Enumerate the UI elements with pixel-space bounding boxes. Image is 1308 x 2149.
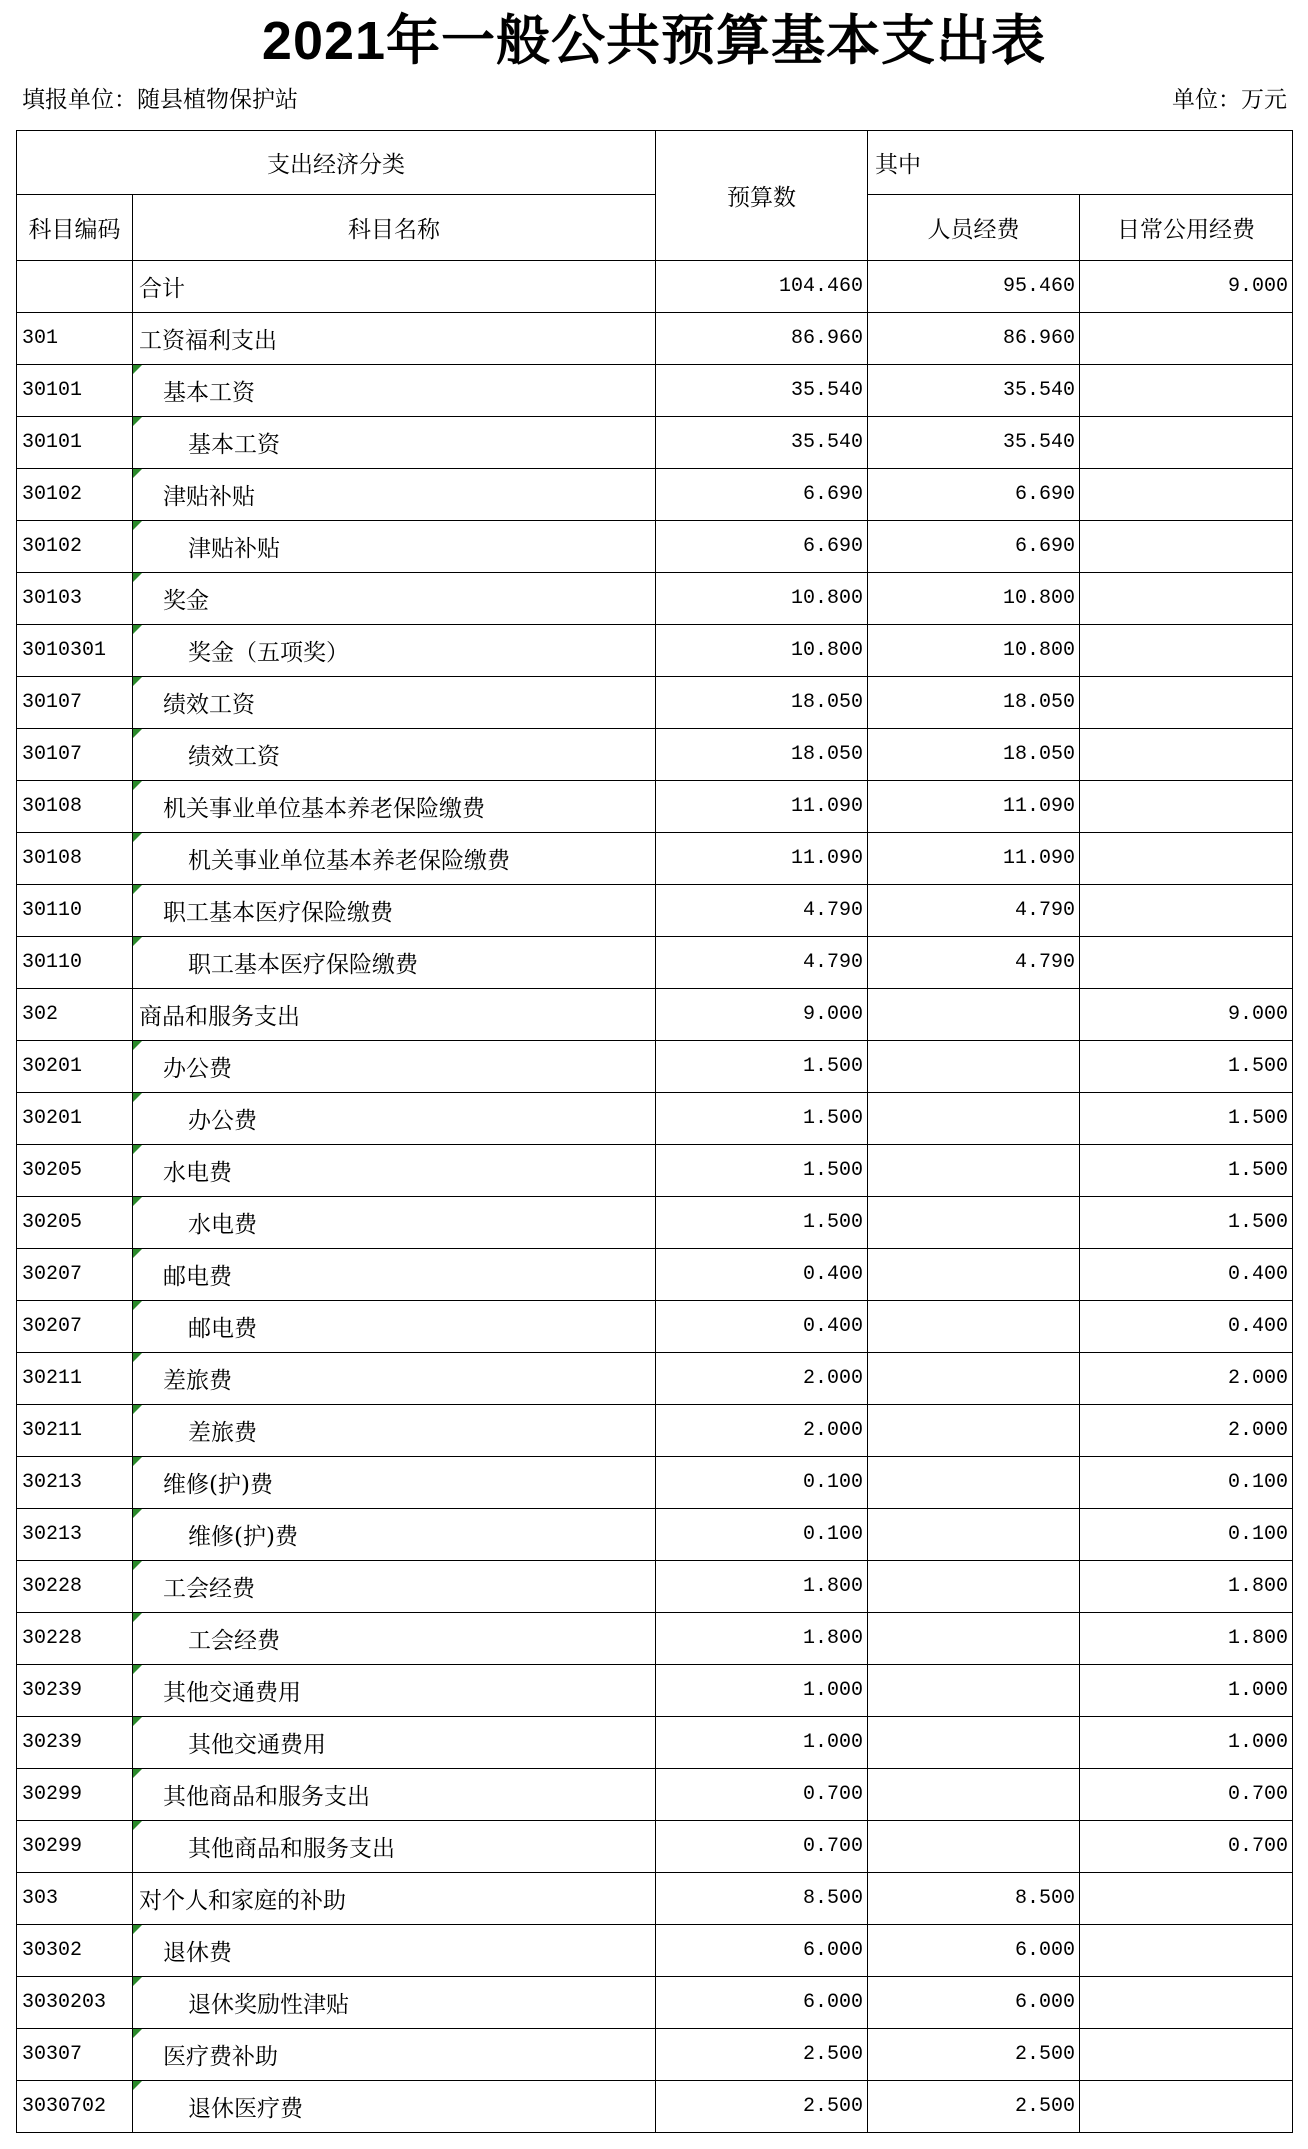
error-indicator-triangle-icon [133, 937, 142, 946]
table-row [17, 313, 1293, 365]
cell-code: 30211 [17, 1353, 133, 1405]
cell-name [133, 1041, 656, 1093]
cell-budget: 1.500 [656, 1093, 868, 1145]
cell-personnel [868, 1769, 1080, 1821]
cell-name [133, 1821, 656, 1873]
error-indicator-triangle-icon [133, 417, 142, 426]
table-row [17, 781, 1293, 833]
error-indicator-triangle-icon [133, 1145, 142, 1154]
cell-personnel: 11.090 [868, 833, 1080, 885]
cell-name [133, 677, 656, 729]
cell-name-text: 邮电费 [163, 1264, 232, 1290]
cell-code: 30207 [17, 1301, 133, 1353]
cell-name [133, 1405, 656, 1457]
cell-personnel: 8.500 [868, 1873, 1080, 1925]
error-indicator-triangle-icon [133, 1769, 142, 1778]
cell-code: 30101 [17, 417, 133, 469]
table-row [17, 1301, 1293, 1353]
cell-code: 303 [17, 1873, 133, 1925]
header-name: 科目名称 [133, 195, 656, 261]
header-row-2 [17, 195, 1293, 261]
cell-budget: 1.800 [656, 1613, 868, 1665]
cell-budget: 2.000 [656, 1405, 868, 1457]
table-row [17, 1561, 1293, 1613]
currency-unit: 单位：万元 [1172, 87, 1287, 113]
cell-code: 30205 [17, 1145, 133, 1197]
table-row [17, 1093, 1293, 1145]
cell-budget: 10.800 [656, 625, 868, 677]
cell-budget: 104.460 [656, 261, 868, 313]
cell-personnel [868, 1249, 1080, 1301]
cell-name [133, 573, 656, 625]
cell-name-text: 基本工资 [163, 380, 255, 406]
table-row [17, 1821, 1293, 1873]
cell-budget: 1.500 [656, 1145, 868, 1197]
table-row [17, 2029, 1293, 2081]
cell-public [1080, 833, 1293, 885]
cell-code: 30201 [17, 1093, 133, 1145]
cell-code: 30307 [17, 2029, 133, 2081]
cell-budget: 35.540 [656, 417, 868, 469]
cell-personnel [868, 1405, 1080, 1457]
cell-budget: 1.000 [656, 1717, 868, 1769]
cell-public [1080, 521, 1293, 573]
cell-name [133, 469, 656, 521]
table-row [17, 1977, 1293, 2029]
cell-public [1080, 469, 1293, 521]
cell-budget: 1.800 [656, 1561, 868, 1613]
page-title: 2021年一般公共预算基本支出表 [261, 11, 1047, 71]
cell-name-text: 奖金（五项奖） [188, 640, 349, 666]
cell-name [133, 625, 656, 677]
cell-code: 30110 [17, 885, 133, 937]
cell-code: 30239 [17, 1665, 133, 1717]
cell-budget: 6.000 [656, 1925, 868, 1977]
cell-name [133, 1769, 656, 1821]
cell-code: 30228 [17, 1561, 133, 1613]
cell-name-text: 奖金 [163, 588, 209, 614]
budget-table [16, 130, 1293, 2133]
error-indicator-triangle-icon [133, 1509, 142, 1518]
cell-budget: 6.690 [656, 521, 868, 573]
cell-name [133, 2029, 656, 2081]
cell-personnel: 10.800 [868, 625, 1080, 677]
cell-name-text: 绩效工资 [188, 744, 280, 770]
cell-name [133, 1977, 656, 2029]
cell-name-text: 办公费 [163, 1056, 232, 1082]
cell-public: 1.000 [1080, 1665, 1293, 1717]
cell-code: 30110 [17, 937, 133, 989]
cell-name-text: 津贴补贴 [163, 484, 255, 510]
cell-budget: 0.100 [656, 1457, 868, 1509]
error-indicator-triangle-icon [133, 1093, 142, 1102]
cell-name-text: 基本工资 [188, 432, 280, 458]
cell-name [133, 1249, 656, 1301]
cell-personnel [868, 1717, 1080, 1769]
cell-name-text: 退休费 [163, 1940, 232, 1966]
cell-name [133, 417, 656, 469]
cell-code [17, 261, 133, 313]
cell-personnel: 4.790 [868, 937, 1080, 989]
cell-public: 9.000 [1080, 989, 1293, 1041]
cell-public [1080, 729, 1293, 781]
cell-budget: 6.690 [656, 469, 868, 521]
cell-budget: 11.090 [656, 781, 868, 833]
cell-code: 30213 [17, 1457, 133, 1509]
cell-personnel [868, 1093, 1080, 1145]
cell-name-text: 其他商品和服务支出 [188, 1836, 395, 1862]
cell-code: 30107 [17, 677, 133, 729]
error-indicator-triangle-icon [133, 1197, 142, 1206]
error-indicator-triangle-icon [133, 2029, 142, 2038]
table-row [17, 2081, 1293, 2133]
cell-name-text: 工资福利支出 [139, 328, 277, 354]
error-indicator-triangle-icon [133, 833, 142, 842]
cell-name [133, 781, 656, 833]
cell-name-text: 邮电费 [188, 1316, 257, 1342]
cell-name-text: 差旅费 [188, 1420, 257, 1446]
cell-personnel [868, 1613, 1080, 1665]
cell-code: 3030203 [17, 1977, 133, 2029]
cell-code: 30205 [17, 1197, 133, 1249]
table-row [17, 1197, 1293, 1249]
cell-personnel [868, 1509, 1080, 1561]
cell-personnel: 86.960 [868, 313, 1080, 365]
table-row [17, 1717, 1293, 1769]
cell-personnel: 2.500 [868, 2029, 1080, 2081]
cell-name [133, 1145, 656, 1197]
cell-public: 9.000 [1080, 261, 1293, 313]
cell-personnel: 6.690 [868, 521, 1080, 573]
cell-code: 3010301 [17, 625, 133, 677]
table-row [17, 833, 1293, 885]
cell-code: 30108 [17, 781, 133, 833]
error-indicator-triangle-icon [133, 1665, 142, 1674]
table-row [17, 1457, 1293, 1509]
cell-public [1080, 937, 1293, 989]
table-row [17, 729, 1293, 781]
cell-budget: 8.500 [656, 1873, 868, 1925]
cell-budget: 0.700 [656, 1821, 868, 1873]
cell-public [1080, 781, 1293, 833]
cell-name-text: 其他交通费用 [188, 1732, 326, 1758]
cell-name-text: 退休医疗费 [188, 2096, 303, 2122]
cell-public: 1.800 [1080, 1561, 1293, 1613]
cell-personnel: 10.800 [868, 573, 1080, 625]
cell-public [1080, 573, 1293, 625]
cell-public: 1.500 [1080, 1197, 1293, 1249]
cell-personnel [868, 989, 1080, 1041]
table-row [17, 1249, 1293, 1301]
header-personnel: 人员经费 [868, 195, 1080, 261]
cell-code: 30207 [17, 1249, 133, 1301]
table-row [17, 1613, 1293, 1665]
cell-code: 30102 [17, 521, 133, 573]
cell-personnel: 18.050 [868, 729, 1080, 781]
cell-public: 1.500 [1080, 1041, 1293, 1093]
header-of-which: 其中 [868, 131, 1293, 195]
table-row [17, 937, 1293, 989]
cell-name [133, 1301, 656, 1353]
cell-public [1080, 677, 1293, 729]
cell-personnel [868, 1145, 1080, 1197]
table-header [17, 131, 1293, 261]
cell-name [133, 833, 656, 885]
cell-name-text: 工会经费 [163, 1576, 255, 1602]
error-indicator-triangle-icon [133, 521, 142, 530]
cell-budget: 18.050 [656, 677, 868, 729]
cell-name-text: 其他交通费用 [163, 1680, 301, 1706]
table-row [17, 521, 1293, 573]
table-row [17, 469, 1293, 521]
cell-personnel: 95.460 [868, 261, 1080, 313]
error-indicator-triangle-icon [133, 1561, 142, 1570]
header-budget: 预算数 [656, 131, 868, 261]
cell-budget: 2.500 [656, 2081, 868, 2133]
cell-name [133, 2081, 656, 2133]
cell-code: 30102 [17, 469, 133, 521]
cell-personnel [868, 1197, 1080, 1249]
table-row [17, 1925, 1293, 1977]
header-row-1 [17, 131, 1293, 195]
cell-name [133, 1873, 656, 1925]
cell-budget: 0.400 [656, 1249, 868, 1301]
cell-name [133, 1197, 656, 1249]
reporting-unit: 填报单位：随县植物保护站 [22, 87, 298, 113]
header-code: 科目编码 [17, 195, 133, 261]
cell-public: 0.400 [1080, 1301, 1293, 1353]
cell-name [133, 521, 656, 573]
cell-name [133, 1665, 656, 1717]
cell-name [133, 729, 656, 781]
cell-personnel: 2.500 [868, 2081, 1080, 2133]
table-row [17, 989, 1293, 1041]
cell-name-text: 医疗费补助 [163, 2044, 278, 2070]
table-row [17, 1405, 1293, 1457]
table-row [17, 417, 1293, 469]
cell-name-text: 机关事业单位基本养老保险缴费 [188, 848, 510, 874]
cell-budget: 1.000 [656, 1665, 868, 1717]
cell-budget: 4.790 [656, 885, 868, 937]
cell-name-text: 合计 [139, 276, 185, 302]
cell-name-text: 津贴补贴 [188, 536, 280, 562]
cell-budget: 0.700 [656, 1769, 868, 1821]
cell-public: 1.800 [1080, 1613, 1293, 1665]
cell-name [133, 989, 656, 1041]
cell-code: 30213 [17, 1509, 133, 1561]
cell-public: 0.700 [1080, 1769, 1293, 1821]
cell-public: 0.700 [1080, 1821, 1293, 1873]
error-indicator-triangle-icon [133, 1457, 142, 1466]
error-indicator-triangle-icon [133, 1977, 142, 1986]
table-row [17, 573, 1293, 625]
cell-budget: 1.500 [656, 1197, 868, 1249]
total-row [17, 261, 1293, 313]
cell-public [1080, 365, 1293, 417]
error-indicator-triangle-icon [133, 1613, 142, 1622]
cell-public [1080, 2029, 1293, 2081]
cell-name [133, 365, 656, 417]
cell-name [133, 1561, 656, 1613]
table-row [17, 1145, 1293, 1197]
cell-public [1080, 1925, 1293, 1977]
cell-budget: 4.790 [656, 937, 868, 989]
cell-code: 30201 [17, 1041, 133, 1093]
cell-budget: 35.540 [656, 365, 868, 417]
cell-personnel: 6.000 [868, 1977, 1080, 2029]
cell-name-text: 水电费 [188, 1212, 257, 1238]
header-economic-category: 支出经济分类 [17, 131, 656, 195]
cell-personnel [868, 1301, 1080, 1353]
error-indicator-triangle-icon [133, 1041, 142, 1050]
table-row [17, 1353, 1293, 1405]
cell-name-text: 工会经费 [188, 1628, 280, 1654]
cell-budget: 18.050 [656, 729, 868, 781]
cell-name-text: 办公费 [188, 1108, 257, 1134]
cell-public [1080, 313, 1293, 365]
error-indicator-triangle-icon [133, 2081, 142, 2090]
cell-name-text: 水电费 [163, 1160, 232, 1186]
error-indicator-triangle-icon [133, 573, 142, 582]
cell-budget: 1.500 [656, 1041, 868, 1093]
cell-code: 30228 [17, 1613, 133, 1665]
cell-public [1080, 625, 1293, 677]
error-indicator-triangle-icon [133, 729, 142, 738]
cell-budget: 2.000 [656, 1353, 868, 1405]
cell-name [133, 261, 656, 313]
cell-public: 2.000 [1080, 1353, 1293, 1405]
error-indicator-triangle-icon [133, 781, 142, 790]
cell-name-text: 绩效工资 [163, 692, 255, 718]
cell-personnel [868, 1457, 1080, 1509]
cell-name-text: 差旅费 [163, 1368, 232, 1394]
table-row [17, 365, 1293, 417]
cell-code: 30299 [17, 1821, 133, 1873]
cell-personnel [868, 1041, 1080, 1093]
cell-code: 30107 [17, 729, 133, 781]
cell-code: 30101 [17, 365, 133, 417]
error-indicator-triangle-icon [133, 885, 142, 894]
cell-public: 1.500 [1080, 1145, 1293, 1197]
cell-personnel: 35.540 [868, 417, 1080, 469]
cell-code: 301 [17, 313, 133, 365]
table-row [17, 1665, 1293, 1717]
cell-name [133, 1457, 656, 1509]
header-public: 日常公用经费 [1080, 195, 1293, 261]
cell-name [133, 313, 656, 365]
cell-code: 30299 [17, 1769, 133, 1821]
cell-name [133, 937, 656, 989]
error-indicator-triangle-icon [133, 1925, 142, 1934]
cell-name-text: 维修(护)费 [163, 1472, 273, 1498]
cell-public [1080, 417, 1293, 469]
cell-public: 0.100 [1080, 1509, 1293, 1561]
cell-name-text: 机关事业单位基本养老保险缴费 [163, 796, 485, 822]
cell-name [133, 1353, 656, 1405]
cell-public: 0.100 [1080, 1457, 1293, 1509]
cell-code: 3030702 [17, 2081, 133, 2133]
cell-name [133, 1925, 656, 1977]
cell-name-text: 退休奖励性津贴 [188, 1992, 349, 2018]
cell-public [1080, 885, 1293, 937]
cell-code: 30239 [17, 1717, 133, 1769]
cell-public [1080, 1873, 1293, 1925]
cell-budget: 2.500 [656, 2029, 868, 2081]
table-row [17, 677, 1293, 729]
cell-budget: 9.000 [656, 989, 868, 1041]
cell-public: 2.000 [1080, 1405, 1293, 1457]
cell-name [133, 1613, 656, 1665]
cell-name-text: 其他商品和服务支出 [163, 1784, 370, 1810]
table-row [17, 1509, 1293, 1561]
table-row [17, 625, 1293, 677]
cell-personnel [868, 1353, 1080, 1405]
cell-name-text: 对个人和家庭的补助 [139, 1888, 346, 1914]
error-indicator-triangle-icon [133, 625, 142, 634]
table-body [17, 261, 1293, 2133]
error-indicator-triangle-icon [133, 677, 142, 686]
cell-personnel [868, 1561, 1080, 1613]
cell-code: 30108 [17, 833, 133, 885]
cell-name [133, 1717, 656, 1769]
error-indicator-triangle-icon [133, 365, 142, 374]
error-indicator-triangle-icon [133, 1353, 142, 1362]
cell-personnel: 4.790 [868, 885, 1080, 937]
cell-name-text: 维修(护)费 [188, 1524, 298, 1550]
cell-personnel [868, 1821, 1080, 1873]
cell-name-text: 职工基本医疗保险缴费 [188, 952, 418, 978]
cell-public [1080, 1977, 1293, 2029]
error-indicator-triangle-icon [133, 1821, 142, 1830]
cell-public [1080, 2081, 1293, 2133]
cell-name [133, 1093, 656, 1145]
error-indicator-triangle-icon [133, 1249, 142, 1258]
error-indicator-triangle-icon [133, 469, 142, 478]
cell-code: 30103 [17, 573, 133, 625]
cell-personnel: 6.690 [868, 469, 1080, 521]
cell-personnel: 18.050 [868, 677, 1080, 729]
cell-name-text: 商品和服务支出 [139, 1004, 300, 1030]
cell-public: 0.400 [1080, 1249, 1293, 1301]
cell-code: 30211 [17, 1405, 133, 1457]
cell-public: 1.500 [1080, 1093, 1293, 1145]
cell-budget: 86.960 [656, 313, 868, 365]
error-indicator-triangle-icon [133, 1405, 142, 1414]
cell-name-text: 职工基本医疗保险缴费 [163, 900, 393, 926]
cell-personnel: 6.000 [868, 1925, 1080, 1977]
cell-budget: 0.400 [656, 1301, 868, 1353]
cell-budget: 6.000 [656, 1977, 868, 2029]
table-row [17, 885, 1293, 937]
error-indicator-triangle-icon [133, 1717, 142, 1726]
cell-public: 1.000 [1080, 1717, 1293, 1769]
cell-code: 302 [17, 989, 133, 1041]
table-row [17, 1769, 1293, 1821]
cell-name [133, 885, 656, 937]
table-row [17, 1041, 1293, 1093]
cell-name [133, 1509, 656, 1561]
cell-personnel [868, 1665, 1080, 1717]
cell-budget: 0.100 [656, 1509, 868, 1561]
error-indicator-triangle-icon [133, 1301, 142, 1310]
cell-personnel: 11.090 [868, 781, 1080, 833]
cell-personnel: 35.540 [868, 365, 1080, 417]
cell-code: 30302 [17, 1925, 133, 1977]
cell-budget: 10.800 [656, 573, 868, 625]
table-row [17, 1873, 1293, 1925]
cell-budget: 11.090 [656, 833, 868, 885]
